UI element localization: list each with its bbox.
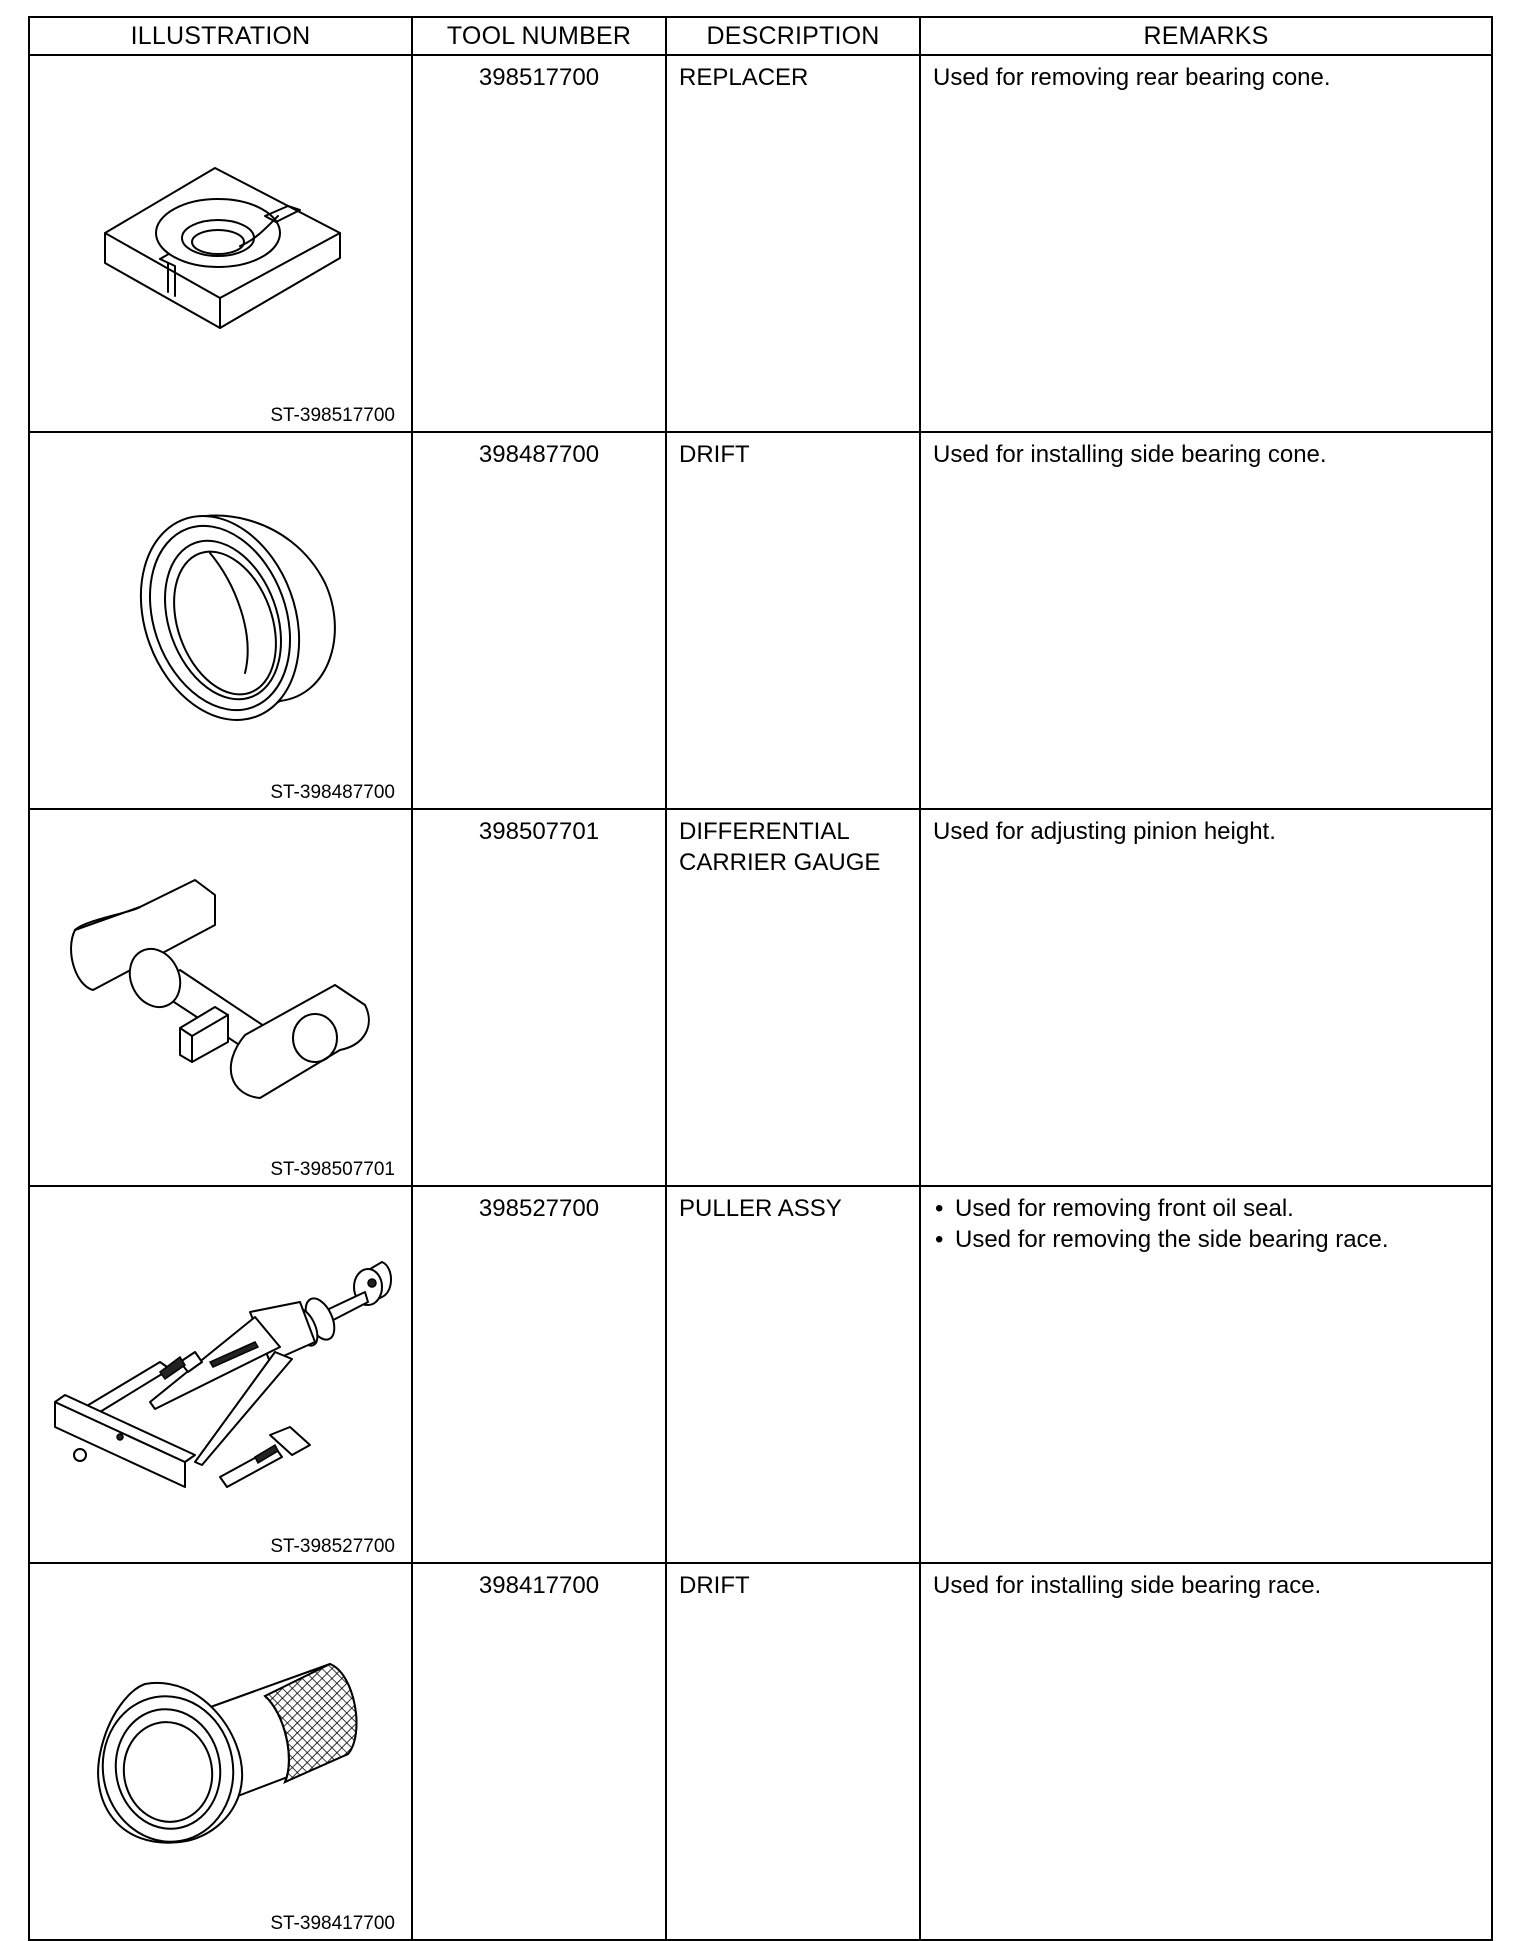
remarks-cell: Used for installing side bearing race.: [920, 1563, 1492, 1940]
header-illustration: ILLUSTRATION: [29, 17, 412, 55]
illustration-cell: [29, 1563, 412, 1940]
image-code: ST-398417700: [270, 1913, 395, 1934]
header-description: DESCRIPTION: [666, 17, 920, 55]
tool-number-cell: 398417700: [412, 1563, 666, 1940]
tool-number-cell: 398517700: [412, 55, 666, 432]
remarks-cell: Used for removing rear bearing cone.: [920, 55, 1492, 432]
drift-ring-icon: [30, 433, 410, 802]
remarks-list: [933, 1193, 1481, 1255]
tool-number-cell: 398507701: [412, 809, 666, 1186]
header-remarks: REMARKS: [920, 17, 1492, 55]
table-row: [29, 1186, 1492, 1563]
description-cell: DRIFT: [666, 1563, 920, 1940]
illustration-cell: [29, 809, 412, 1186]
description-cell: DIFFERENTIAL CARRIER GAUGE: [666, 809, 920, 1186]
illustration-cell: [29, 432, 412, 809]
image-code: ST-398507701: [270, 1159, 395, 1180]
table-row: [29, 55, 1492, 432]
illustration-cell: [29, 55, 412, 432]
carrier-gauge-icon: [30, 810, 410, 1179]
remarks-cell: Used for adjusting pinion height.: [920, 809, 1492, 1186]
replacer-block-icon: [30, 56, 410, 425]
remarks-cell: [920, 1186, 1492, 1563]
list-item: • Used for removing the side bearing race.: [933, 1224, 1481, 1255]
description-cell: REPLACER: [666, 55, 920, 432]
image-code: ST-398527700: [270, 1536, 395, 1557]
puller-assembly-icon: [30, 1187, 410, 1556]
image-code: ST-398487700: [270, 782, 395, 803]
header-row: [29, 17, 1492, 55]
description-cell: PULLER ASSY: [666, 1186, 920, 1563]
special-tools-table: [28, 16, 1493, 1941]
list-item: • Used for removing front oil seal.: [933, 1193, 1481, 1224]
table-row: [29, 432, 1492, 809]
header-tool-number: TOOL NUMBER: [412, 17, 666, 55]
image-code: ST-398517700: [270, 405, 395, 426]
table-row: [29, 809, 1492, 1186]
illustration-cell: [29, 1186, 412, 1563]
tool-number-cell: 398487700: [412, 432, 666, 809]
knurled-drift-icon: [30, 1564, 410, 1933]
description-cell: DRIFT: [666, 432, 920, 809]
table-row: [29, 1563, 1492, 1940]
remarks-cell: Used for installing side bearing cone.: [920, 432, 1492, 809]
tool-number-cell: 398527700: [412, 1186, 666, 1563]
